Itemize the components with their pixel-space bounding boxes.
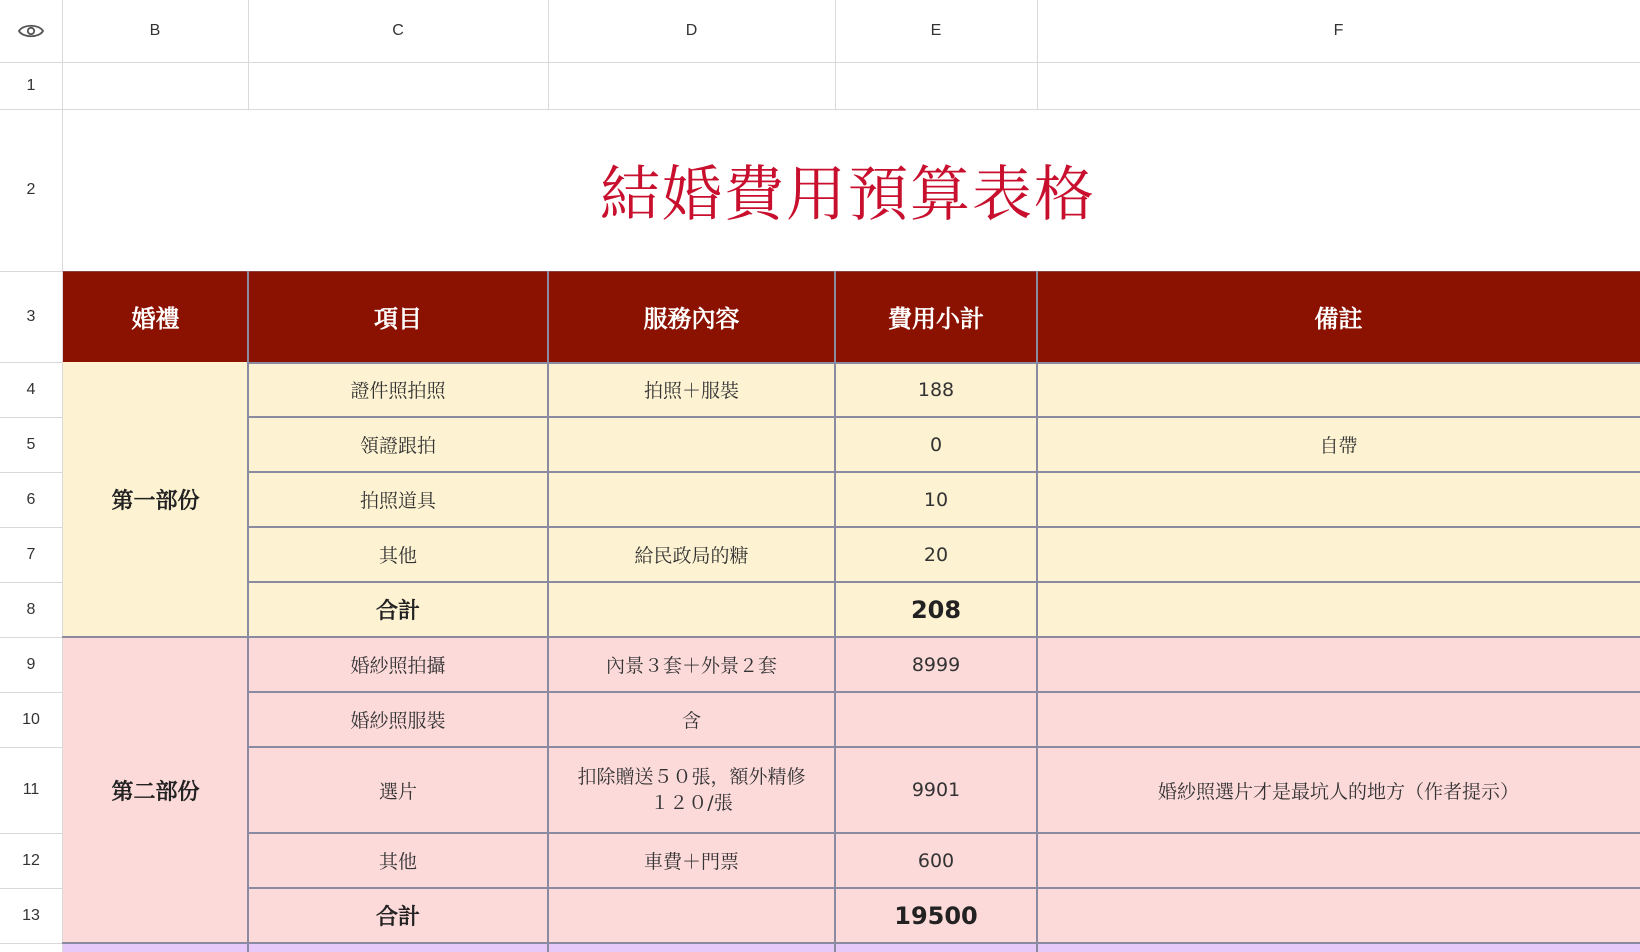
- part2-service-1[interactable]: 內景３套＋外景２套: [605, 655, 777, 677]
- part1-note-2[interactable]: 自帶: [1319, 435, 1358, 457]
- part2-total-value[interactable]: 19500: [894, 901, 978, 930]
- part1-cost-1[interactable]: 188: [917, 378, 955, 401]
- part2-total-note[interactable]: [1037, 888, 1640, 943]
- sheet-title[interactable]: 結婚費用預算表格: [600, 160, 1096, 230]
- row-header-6[interactable]: 6: [0, 472, 62, 527]
- select-all-corner[interactable]: [0, 0, 62, 62]
- part2-item-4[interactable]: 其他: [378, 851, 417, 873]
- part2-service-4[interactable]: 車費＋門票: [643, 851, 739, 873]
- part2-cost-3[interactable]: 9901: [911, 779, 961, 801]
- row-header-7[interactable]: 7: [0, 527, 62, 582]
- part2-total-service[interactable]: [548, 888, 835, 943]
- row-header-9[interactable]: 9: [0, 637, 62, 692]
- row-header-10[interactable]: 10: [0, 692, 62, 747]
- part1-item-1[interactable]: 證件照拍照: [350, 380, 446, 402]
- part1-service-1[interactable]: 拍照＋服裝: [643, 380, 739, 402]
- row-header-12[interactable]: 12: [0, 833, 62, 888]
- column-header-d[interactable]: D: [548, 0, 835, 62]
- part2-cost-4[interactable]: 600: [917, 849, 955, 872]
- part2-service-3-line1: 扣除贈送５０張，額外精修: [577, 766, 806, 788]
- header-subtotal[interactable]: 費用小計: [835, 271, 1037, 362]
- row-header-2[interactable]: 2: [0, 109, 62, 271]
- part1-service-2[interactable]: [548, 417, 835, 472]
- part2-note-1[interactable]: [1037, 637, 1640, 692]
- row-header-11[interactable]: 11: [0, 747, 62, 833]
- part1-item-2[interactable]: 領證跟拍: [359, 435, 436, 457]
- part2-cost-2[interactable]: [835, 692, 1037, 747]
- part1-item-3[interactable]: 拍照道具: [359, 490, 436, 512]
- column-header-e[interactable]: E: [835, 0, 1037, 62]
- row-header-5[interactable]: 5: [0, 417, 62, 472]
- part1-service-4[interactable]: 給民政局的糖: [634, 545, 749, 567]
- column-header-c[interactable]: C: [248, 0, 548, 62]
- part2-item-2[interactable]: 婚紗照服裝: [350, 710, 446, 732]
- part2-cost-1[interactable]: 8999: [911, 653, 961, 676]
- header-wedding[interactable]: 婚禮: [63, 271, 248, 362]
- part2-item-1[interactable]: 婚紗照拍攝: [350, 655, 446, 677]
- part2-note-3[interactable]: 婚紗照選片才是最坑人的地方（作者提示）: [1157, 780, 1519, 803]
- header-service[interactable]: 服務內容: [548, 271, 835, 362]
- part1-total-label[interactable]: 合計: [375, 599, 420, 624]
- part2-service-3[interactable]: [548, 747, 835, 833]
- row-header-4[interactable]: 4: [0, 362, 62, 417]
- part2-service-3-line2: １２０/張: [650, 792, 733, 814]
- part1-note-3[interactable]: [1037, 472, 1640, 527]
- part1-item-4[interactable]: 其他: [378, 545, 417, 567]
- column-header-b[interactable]: B: [62, 0, 248, 62]
- header-note[interactable]: 備註: [1037, 271, 1640, 362]
- part1-label[interactable]: 第一部份: [111, 489, 200, 514]
- eye-icon[interactable]: [18, 22, 44, 40]
- part2-service-2[interactable]: 含: [681, 710, 701, 732]
- part2-note-4[interactable]: [1037, 833, 1640, 888]
- part1-cost-2[interactable]: 0: [929, 433, 943, 456]
- row-header-3[interactable]: 3: [0, 271, 62, 362]
- part1-total-service[interactable]: [548, 582, 835, 637]
- part1-total-note[interactable]: [1037, 582, 1640, 637]
- part1-cost-3[interactable]: 10: [923, 488, 949, 511]
- row-header-8[interactable]: 8: [0, 582, 62, 637]
- part1-note-4[interactable]: [1037, 527, 1640, 582]
- row-header-13[interactable]: 13: [0, 888, 62, 943]
- part1-note-1[interactable]: [1037, 362, 1640, 417]
- part2-total-label[interactable]: 合計: [375, 905, 420, 930]
- part1-total-value[interactable]: 208: [910, 595, 962, 624]
- part3-row-partial[interactable]: [63, 944, 1640, 952]
- part2-label[interactable]: 第二部份: [111, 779, 200, 805]
- part1-service-3[interactable]: [548, 472, 835, 527]
- row-header-1[interactable]: 1: [0, 62, 62, 109]
- part2-item-3[interactable]: 選片: [378, 780, 417, 803]
- part2-note-2[interactable]: [1037, 692, 1640, 747]
- column-header-f[interactable]: F: [1037, 0, 1640, 62]
- part1-cost-4[interactable]: 20: [923, 543, 949, 566]
- header-item[interactable]: 項目: [248, 271, 548, 362]
